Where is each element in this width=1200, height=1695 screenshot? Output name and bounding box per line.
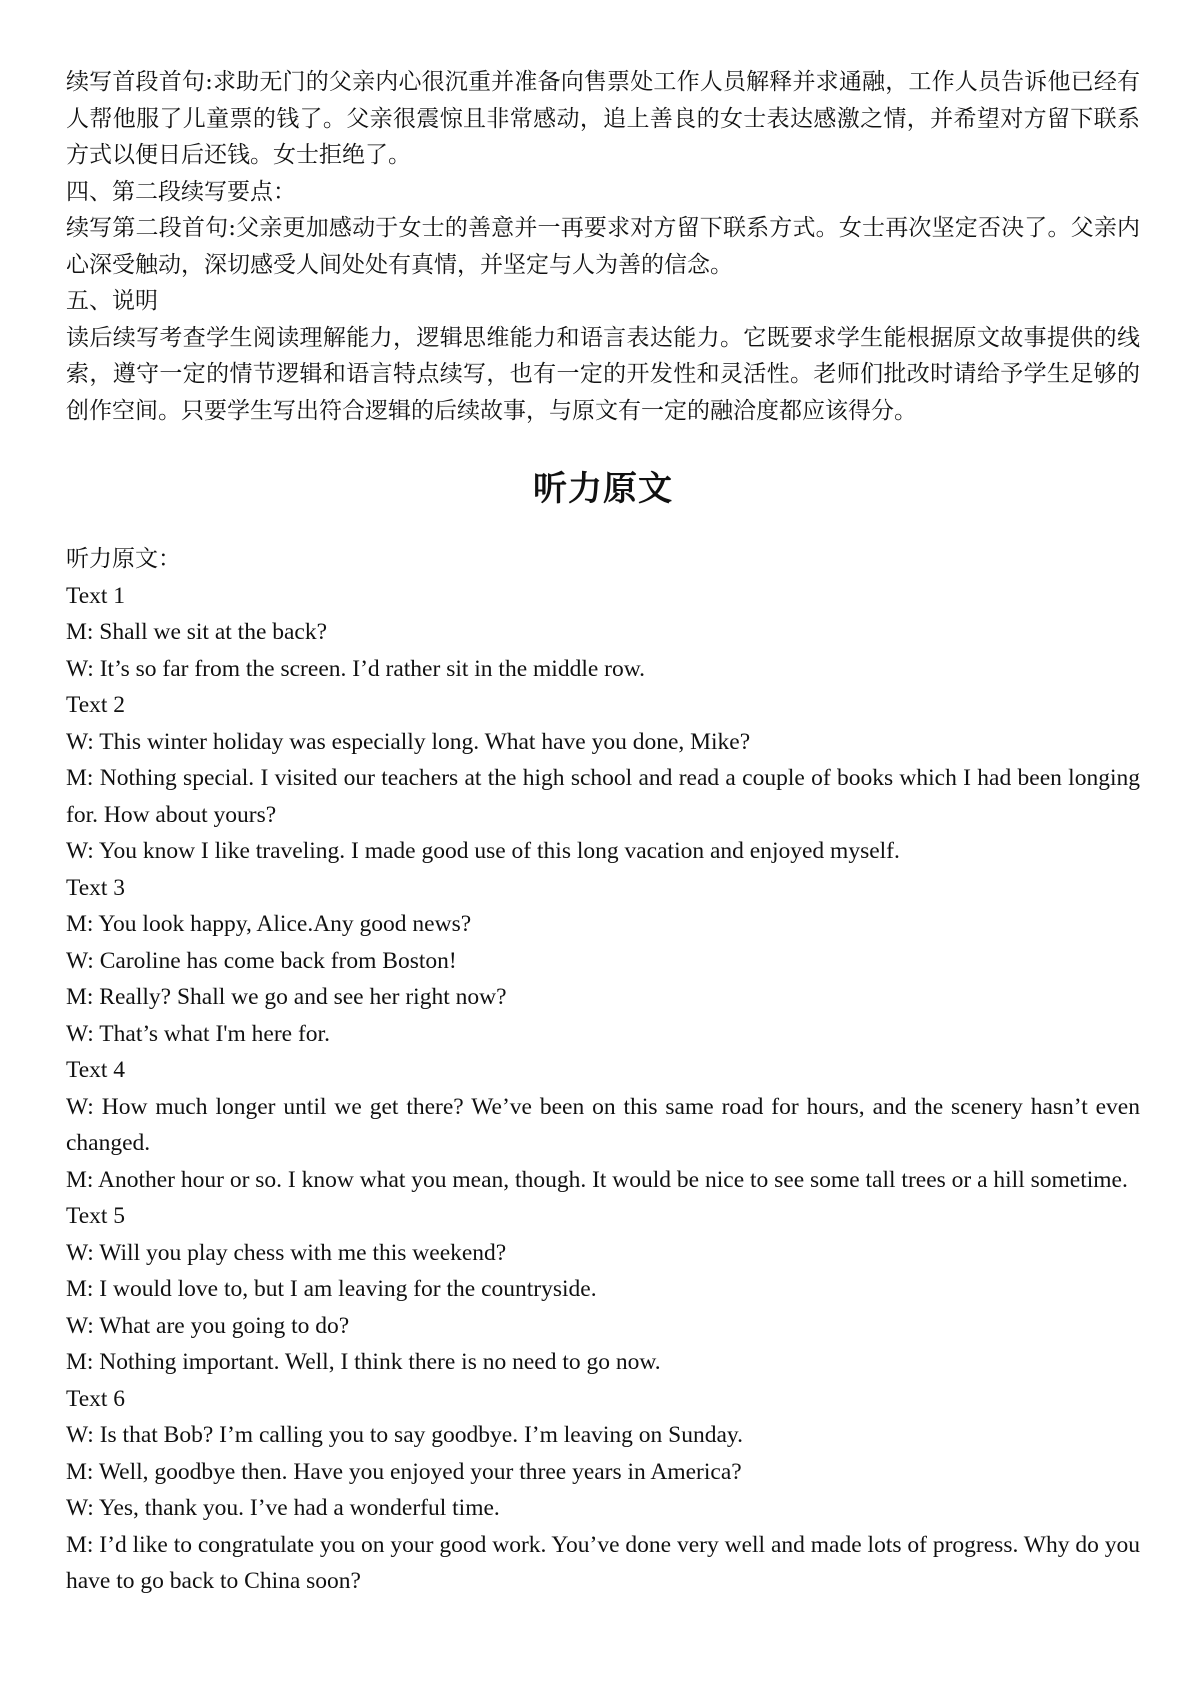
guide-paragraph-1: 续写首段首句:求助无门的父亲内心很沉重并准备向售票处工作人员解释并求通融，工作人员告诉他已经有人帮他服了儿童票的钱了。父亲很震惊且非常感动，追上善良的女士表达感激之情，并希望对方留下联系方式以便日后还钱。女士拒绝了。 xyxy=(66,69,1140,168)
dialogue-line: M: Nothing important. Well, I think there is no need to go now. xyxy=(66,1349,661,1375)
essay-guide-section xyxy=(66,64,1140,429)
dialogue-line: W: Will you play chess with me this weekend? xyxy=(66,1239,507,1266)
text-6-label: Text 6 xyxy=(66,1385,126,1412)
dialogue-line: M: I’d like to congratulate you on your good work. You’ve done very well and made lots of progress. Why do you have to go back to China soon? xyxy=(66,1531,1140,1594)
text-4-label: Text 4 xyxy=(66,1057,126,1083)
dialogue-line: W: It’s so far from the screen. I’d rather sit in the middle row. xyxy=(66,655,646,682)
dialogue-line: W: This winter holiday was especially long. What have you done, Mike? xyxy=(66,728,751,755)
dialogue-line: W: Yes, thank you. I’ve had a wonderful time. xyxy=(66,1495,500,1521)
listening-section xyxy=(66,541,1140,1600)
dialogue-line: W: How much longer until we get there? We’ve been on this same road for hours, and the scenery hasn’t even changed. xyxy=(66,1093,1140,1156)
dialogue-line: M: Another hour or so. I know what you mean, though. It would be nice to see some tall trees or a hill sometime. xyxy=(66,1166,1128,1193)
dialogue-line: W: Caroline has come back from Boston! xyxy=(66,947,457,974)
guide-paragraph-2: 续写第二段首句:父亲更加感动于女士的善意并一再要求对方留下联系方式。女士再次坚定否决了。父亲内心深受触动，深切感受人间处处有真情，并坚定与人为善的信念。 xyxy=(66,215,1140,278)
dialogue-line: M: Shall we sit at the back? xyxy=(66,619,328,645)
dialogue-line: M: Nothing special. I visited our teachers at the high school and read a couple of books which I had been longing for. How about yours? xyxy=(66,765,1140,828)
dialogue-line: M: You look happy, Alice.Any good news? xyxy=(66,911,472,937)
guide-paragraph-3: 读后续写考查学生阅读理解能力，逻辑思维能力和语言表达能力。它既要求学生能根据原文故事提供的线索，遵守一定的情节逻辑和语言特点续写，也有一定的开发性和灵活性。老师们批改时请给予学生足够的创作空间。只要学生写出符合逻辑的后续故事，与原文有一定的融洽度都应该得分。 xyxy=(66,324,1140,424)
text-3-label: Text 3 xyxy=(66,874,126,901)
dialogue-line: W: That’s what I'm here for. xyxy=(66,1020,330,1047)
dialogue-line: M: Really? Shall we go and see her right now? xyxy=(66,984,507,1010)
text-5-label: Text 5 xyxy=(66,1203,126,1229)
listening-heading: 听力原文 xyxy=(533,469,673,509)
dialogue-line: M: Well, goodbye then. Have you enjoyed your three years in America? xyxy=(66,1458,742,1485)
dialogue-line: W: You know I like traveling. I made good use of this long vacation and enjoyed myself. xyxy=(66,838,900,864)
dialogue-line: M: I would love to, but I am leaving for the countryside. xyxy=(66,1276,597,1302)
dialogue-line: W: Is that Bob? I’m calling you to say goodbye. I’m leaving on Sunday. xyxy=(66,1422,744,1448)
text-2-label: Text 2 xyxy=(66,692,126,718)
dialogue-line: W: What are you going to do? xyxy=(66,1312,350,1339)
section-5-title: 五、说明 xyxy=(66,288,158,314)
section-4-title: 四、第二段续写要点： xyxy=(66,178,296,205)
listening-intro: 听力原文： xyxy=(66,546,181,572)
text-1-label: Text 1 xyxy=(66,582,126,609)
document-page xyxy=(66,64,1140,1600)
